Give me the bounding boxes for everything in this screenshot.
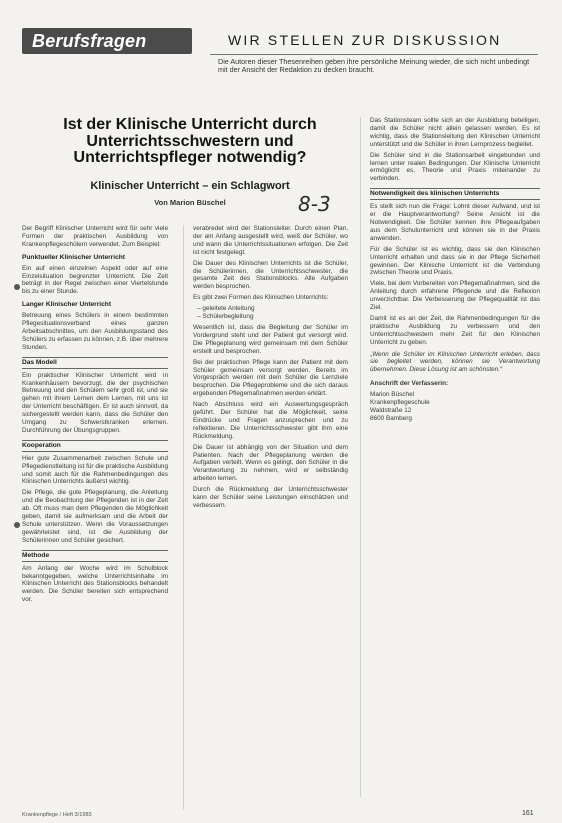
section-heading: Methode [22,550,168,562]
paragraph: Ein praktischer Klinischer Unterricht wird in Krankenhäusern bevorzugt, die der psychischen Betreuung und den Schülern sehr groß ist, und sie gehen mit ihrem Lernen dem Lernen, mit uns ist der Unterricht beschäftigen. Er ist auch sinnvoll, da sichergestellt werden kann, dass die Schüler den Umgang zu Schwerstkranken erlernen. Durchführung der Übungsgruppen. [22,371,168,434]
section-heading: Langer Klinischer Unterricht [22,301,112,309]
paragraph: Es gibt zwei Formen des Klinischen Unterrichts: [193,294,329,302]
punch-hole-mark [14,284,20,290]
paragraph: Nach Abschluss wird ein Auswertungsgespräch geführt. Der Schüler hat die Möglichkeit, seine Eindrücke und Fragen anzusprechen und zu reflektieren. Die Unterrichtsschwester gibt ihm eine Rückmeldung. [193,401,348,440]
list-item: – Schülerbegleitung [197,313,254,321]
article-subtitle: Klinischer Unterricht – ein Schlagwort [90,180,290,192]
address-heading: Anschrift der Verfasserin: [370,380,449,388]
paragraph: Der Begriff Klinischer Unterricht wird für sehr viele Formen der praktischen Ausbildung von Krankenpflegeschülern verwendet. Zum Beispiel: [22,225,168,248]
section-heading: Notwendigkeit des klinischen Unterrichts [370,188,540,200]
paragraph: Am Anfang der Woche wird im Schulblock bekanntgegeben, welche Unterrichtsinhalte im Klinischen Unterricht des Stationsblocks behandelt werden. Die Schüler bereiten sich entsprechend vor. [22,564,168,604]
paragraph: Wesentlich ist, dass die Begleitung der Schüler im Vordergrund steht und der Patient gut versorgt wird. Die Pflegeplanung wird gemeinsam mit dem Schüler erstellt und besprochen. [193,323,348,355]
column-divider [183,225,184,810]
closing-quote: „Wenn die Schüler im Klinischen Unterricht erleben, dass sie begleitet werden, können sie Verantwortung übernehmen. Diese Lösung ist am schönsten.“ [370,350,540,374]
series-title: WIR STELLEN ZUR DISKUSSION [228,32,502,48]
section-heading: Kooperation [22,440,168,452]
punch-hole-mark [14,522,20,528]
paragraph: Die Dauer des Klinischen Unterrichts ist die Schüler, die Schülerinnen, die Unterrichtsschwester, die gesamte Zeit des Stationsblocks. Alle Aufgaben werden besprochen. [193,259,348,291]
journal-footer: Krankenpflege / Heft 3/1983 [22,812,92,818]
paragraph: Durch die Rückmeldung der Unterrichtsschwester kann der Schüler seine Leistungen einschätzen und verbessern. [193,486,348,509]
article-author: Von Marion Büschel [154,198,226,207]
header-divider [210,54,538,55]
paragraph: Für die Schüler ist es wichtig, dass sie den Klinischen Unterricht erhalten und dass sie in der Pflege Sicherheit gewinnen. Der Klinische Unterricht ist die Verbindung zwischen Theorie und Praxis. [370,245,540,277]
paragraph: verabredet wird der Stationsleiter. Durch einen Plan, der am Anfang ausgestellt wird, weiß der Schüler, wo und wann die Unterrichtssituationen erfolgen. Die Zeit ist nicht festgelegt. [193,225,348,256]
paragraph: Ein auf einen einzelnen Aspekt oder auf eine Einzelsituation begrenzter Unterricht. Die Zeit beträgt in der Regel zwischen einer Viertelstunde bis zu einer Stunde. [22,264,168,296]
paragraph: Bei der praktischen Pflege kann der Patient mit dem Schüler gemeinsam versorgt werden. Bereits im Vorgespräch werden mit dem Schüler die Lernziele besprochen. Die Pflegeprobleme und die sich daraus ergebenden Pflegemaßnahmen werden erklärt. [193,358,348,398]
address-line: Marion Büschel [370,391,415,399]
column-divider [360,117,361,797]
paragraph: Es stellt sich nun die Frage: Lohnt dieser Aufwand, und ist er die Hauptverantwortung? Seine Ansicht ist die Notwendigkeit. Die Schüler kennen ihre Pflegeaufgaben aus dem Schulunterricht und können sie in der Praxis anwenden. [370,203,540,242]
bullet-list [197,305,348,321]
paragraph: Die Schüler sind in die Stationsarbeit eingebunden und lernen unter realen Bedingungen. Der Klinische Unterricht ermöglicht es, Theorie und Praxis miteinander zu verbinden. [370,151,540,183]
text-column-2 [193,225,348,810]
paragraph: Die Dauer ist abhängig von der Situation und dem Patienten. Nach der Pflegeplanung werden die Aufgaben verteilt. Wenn es gelingt, den Schüler in die Verantwortung zu nehmen, wird er selbständig arbeiten lernen. [193,443,348,483]
list-item: – geleitete Anleitung [197,305,255,313]
paragraph: Das Stationsteam sollte sich an der Ausbildung beteiligen, damit die Schüler nicht allein gelassen werden. Es ist wichtig, dass die Stationsleitung den Klinischen Unterricht unterstützt und die Schüler in ihren Lernprozess begleitet. [370,117,540,148]
paragraph: Hier gute Zusammenarbeit zwischen Schule und Pflegedienstleitung ist für die praktische Ausbildung und somit auch für die Rahmenbedingungen des Klinischen Unterrichts äußerst wichtig. [22,454,168,486]
paragraph: Damit ist es an der Zeit, die Rahmenbedingungen für die praktische Ausbildung zu verbessern und den Unterrichtsschwestern mehr Zeit für den Klinischen Unterricht zu geben. [370,314,540,346]
section-badge-label: Berufsfragen [32,31,147,51]
handwritten-stamp: 8-3 [298,192,331,216]
text-column-1 [22,225,168,810]
paragraph: Viele, bei dem Vorbereiten von Pflegemaßnahmen, sind die Anleitung durch erfahrene Pflegende und die Reflexion unverzichtbar. Die Verbesserung der Pflegequalität ist das Ziel. [370,280,540,312]
page-number: 161 [522,810,534,817]
address-line: Waldstraße 12 [370,407,412,414]
series-intro: Die Autoren dieser Thesenreihen geben ihre persönliche Meinung wieder, die sich nicht unbedingt mit der Ansicht der Redaktion zu decken braucht. [218,57,530,75]
paragraph: Die Pflege, die gute Pflegeplanung, die Anleitung und die Beobachtung der Pflegenden ist in der Zeit ab. Oft muss man dem Pflegenden die Möglichkeit geben, damit sie aufmerksam und die Arbeit der Schule unterstützen. Wenn die Voraussetzungen gewährleistet sind, ist die Ausbildung der Schülerinnen und Schüler gesichert. [22,489,168,544]
address-line: Krankenpflegeschule [370,399,430,407]
section-heading: Das Modell [22,357,168,369]
article-title: Ist der Klinische Unterricht durch Unterrichtsschwestern und Unterrichtspfleger notwendig? [63,116,317,166]
section-badge [22,28,192,54]
paragraph: Betreuung eines Schülers in einem bestimmten Pflegesituationsverband eines ganzen Arbeitsabschnittes, um den Ausbildungsstand des Schülers zu erfassen zu können, z.B. über mehrere Stunden. [22,312,168,351]
text-column-3 [370,117,540,797]
section-heading: Punktueller Klinischer Unterricht [22,253,125,261]
address-line: 8600 Bamberg [370,414,412,422]
